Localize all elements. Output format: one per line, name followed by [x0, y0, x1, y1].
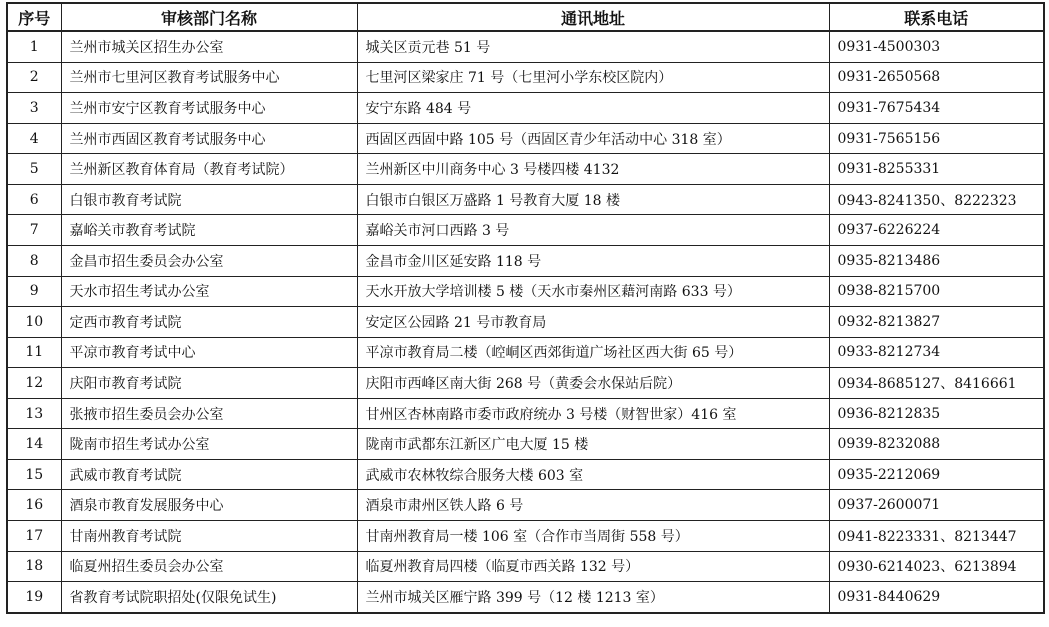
department-name-cell: 定西市教育考试院: [61, 307, 357, 338]
phone-cell: 0934-8685127、8416661: [829, 368, 1044, 399]
phone-cell: 0941-8223331、8213447: [829, 521, 1044, 552]
table-row: [7, 154, 1044, 185]
department-name-cell: 兰州市城关区招生办公室: [61, 31, 357, 62]
department-name-cell: 兰州市西固区教育考试服务中心: [61, 123, 357, 154]
address-cell: 嘉峪关市河口西路 3 号: [357, 215, 829, 246]
department-name-cell: 庆阳市教育考试院: [61, 368, 357, 399]
row-index-cell: 19: [7, 582, 61, 613]
header-phone: 联系电话: [829, 3, 1044, 31]
address-cell: 城关区贡元巷 51 号: [357, 31, 829, 62]
row-index-cell: 8: [7, 245, 61, 276]
table-row: [7, 582, 1044, 613]
phone-cell: 0931-7675434: [829, 93, 1044, 124]
row-index-cell: 3: [7, 93, 61, 124]
address-cell: 甘南州教育局一楼 106 室（合作市当周街 558 号）: [357, 521, 829, 552]
table-row: [7, 490, 1044, 521]
address-cell: 安宁东路 484 号: [357, 93, 829, 124]
table-row: [7, 429, 1044, 460]
table-row: [7, 459, 1044, 490]
department-name-cell: 省教育考试院职招处(仅限免试生): [61, 582, 357, 613]
department-name-cell: 嘉峪关市教育考试院: [61, 215, 357, 246]
department-name-cell: 武威市教育考试院: [61, 459, 357, 490]
address-cell: 甘州区杏林南路市委市政府统办 3 号楼（财智世家）416 室: [357, 398, 829, 429]
row-index-cell: 16: [7, 490, 61, 521]
department-name-cell: 兰州市安宁区教育考试服务中心: [61, 93, 357, 124]
row-index-cell: 18: [7, 551, 61, 582]
address-cell: 兰州新区中川商务中心 3 号楼四楼 4132: [357, 154, 829, 185]
phone-cell: 0935-2212069: [829, 459, 1044, 490]
address-cell: 临夏州教育局四楼（临夏市西关路 132 号）: [357, 551, 829, 582]
department-name-cell: 兰州新区教育体育局（教育考试院）: [61, 154, 357, 185]
address-cell: 白银市白银区万盛路 1 号教育大厦 18 楼: [357, 184, 829, 215]
table-row: [7, 184, 1044, 215]
table-row: [7, 398, 1044, 429]
department-name-cell: 张掖市招生委员会办公室: [61, 398, 357, 429]
phone-cell: 0931-2650568: [829, 62, 1044, 93]
table-row: [7, 307, 1044, 338]
row-index-cell: 7: [7, 215, 61, 246]
table-row: [7, 276, 1044, 307]
table-row: [7, 93, 1044, 124]
address-cell: 安定区公园路 21 号市教育局: [357, 307, 829, 338]
address-cell: 天水开放大学培训楼 5 楼（天水市秦州区藉河南路 633 号）: [357, 276, 829, 307]
table-row: [7, 521, 1044, 552]
header-address: 通讯地址: [357, 3, 829, 31]
row-index-cell: 9: [7, 276, 61, 307]
table-row: [7, 123, 1044, 154]
phone-cell: 0933-8212734: [829, 337, 1044, 368]
phone-cell: 0930-6214023、6213894: [829, 551, 1044, 582]
department-name-cell: 白银市教育考试院: [61, 184, 357, 215]
phone-cell: 0943-8241350、8222323: [829, 184, 1044, 215]
department-name-cell: 酒泉市教育发展服务中心: [61, 490, 357, 521]
phone-cell: 0931-8255331: [829, 154, 1044, 185]
address-cell: 七里河区梁家庄 71 号（七里河小学东校区院内）: [357, 62, 829, 93]
row-index-cell: 17: [7, 521, 61, 552]
address-cell: 庆阳市西峰区南大街 268 号（黄委会水保站后院）: [357, 368, 829, 399]
row-index-cell: 11: [7, 337, 61, 368]
phone-cell: 0931-4500303: [829, 31, 1044, 62]
phone-cell: 0937-6226224: [829, 215, 1044, 246]
department-name-cell: 金昌市招生委员会办公室: [61, 245, 357, 276]
phone-cell: 0931-8440629: [829, 582, 1044, 613]
phone-cell: 0939-8232088: [829, 429, 1044, 460]
row-index-cell: 4: [7, 123, 61, 154]
phone-cell: 0937-2600071: [829, 490, 1044, 521]
department-name-cell: 兰州市七里河区教育考试服务中心: [61, 62, 357, 93]
row-index-cell: 2: [7, 62, 61, 93]
address-cell: 平凉市教育局二楼（崆峒区西郊街道广场社区西大街 65 号）: [357, 337, 829, 368]
table-row: [7, 62, 1044, 93]
address-cell: 武威市农林牧综合服务大楼 603 室: [357, 459, 829, 490]
department-name-cell: 甘南州教育考试院: [61, 521, 357, 552]
phone-cell: 0938-8215700: [829, 276, 1044, 307]
address-cell: 金昌市金川区延安路 118 号: [357, 245, 829, 276]
department-name-cell: 临夏州招生委员会办公室: [61, 551, 357, 582]
department-name-cell: 陇南市招生考试办公室: [61, 429, 357, 460]
table-row: [7, 551, 1044, 582]
row-index-cell: 1: [7, 31, 61, 62]
header-department: 审核部门名称: [61, 3, 357, 31]
header-index: 序号: [7, 3, 61, 31]
table-row: [7, 215, 1044, 246]
row-index-cell: 5: [7, 154, 61, 185]
table-header-row: [7, 3, 1044, 31]
address-cell: 酒泉市肃州区铁人路 6 号: [357, 490, 829, 521]
row-index-cell: 14: [7, 429, 61, 460]
phone-cell: 0936-8212835: [829, 398, 1044, 429]
contact-table-container: [6, 2, 1043, 614]
row-index-cell: 15: [7, 459, 61, 490]
table-row: [7, 337, 1044, 368]
table-row: [7, 368, 1044, 399]
row-index-cell: 10: [7, 307, 61, 338]
phone-cell: 0932-8213827: [829, 307, 1044, 338]
address-cell: 西固区西固中路 105 号（西固区青少年活动中心 318 室）: [357, 123, 829, 154]
address-cell: 兰州市城关区雁宁路 399 号（12 楼 1213 室）: [357, 582, 829, 613]
phone-cell: 0931-7565156: [829, 123, 1044, 154]
table-row: [7, 31, 1044, 62]
department-name-cell: 平凉市教育考试中心: [61, 337, 357, 368]
row-index-cell: 13: [7, 398, 61, 429]
contact-table: [6, 2, 1045, 614]
department-name-cell: 天水市招生考试办公室: [61, 276, 357, 307]
address-cell: 陇南市武都东江新区广电大厦 15 楼: [357, 429, 829, 460]
row-index-cell: 6: [7, 184, 61, 215]
phone-cell: 0935-8213486: [829, 245, 1044, 276]
table-row: [7, 245, 1044, 276]
row-index-cell: 12: [7, 368, 61, 399]
